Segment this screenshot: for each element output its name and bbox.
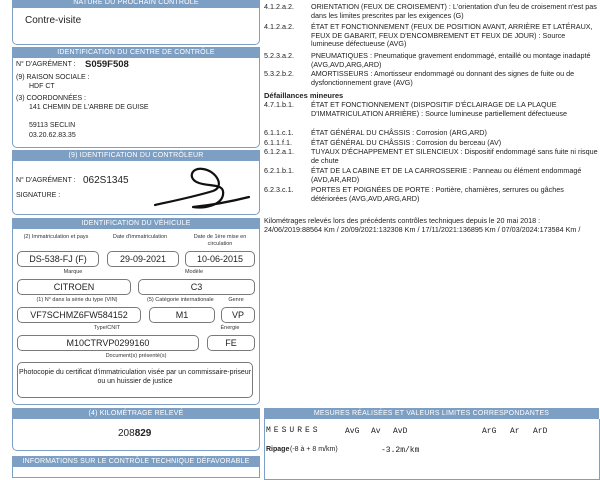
controller-header: (9) IDENTIFICATION DU CONTRÔLEUR <box>12 150 260 161</box>
defect-minor-5 <box>264 186 599 204</box>
defect-text: ORIENTATION (FEUX DE CROISEMENT) : L'orientation d'un feu de croisement n'est pas dans les limites prescrites par les exigences (G) <box>311 2 597 20</box>
first-reg-label: Date d'immatriculation <box>112 234 168 240</box>
unfavorable-header: INFORMATIONS SUR LE CONTRÔLE TECHNIQUE DÉFAVORABLE <box>12 456 260 467</box>
defect-code: 4.1.2.a.2. <box>264 2 294 11</box>
centre-box <box>12 58 260 148</box>
defect-code: 6.2.1.b.1. <box>264 166 294 175</box>
defect-top-0 <box>264 3 599 21</box>
controller-agreement-value: 062S1345 <box>83 175 129 186</box>
controller-signature <box>153 161 253 213</box>
centre-agreement-value: S059F508 <box>85 59 129 70</box>
centre-address-line1: 141 CHEMIN DE L'ARBRE DE GUISE <box>29 104 149 111</box>
defect-top-2 <box>264 52 599 70</box>
genre-field: VP <box>221 307 255 323</box>
controller-agreement-label: N° D'AGRÉMENT : <box>16 177 76 184</box>
controller-box <box>12 161 260 215</box>
defect-text: ÉTAT ET FONCTIONNEMENT (FEUX DE POSITION AVANT, ARRIÈRE ET LATÉRAUX, FEUX DE GABARIT, FEUX D'ENCOMBREMENT ET FEUX DE JOUR) : Source lumineuse défectueuse (AVG) <box>311 22 593 49</box>
defect-code: 5.2.3.a.2. <box>264 51 294 60</box>
measures-header: MESURES RÉALISÉES ET VALEURS LIMITES CORRESPONDANTES <box>264 408 599 419</box>
brand-label: Marque <box>63 269 83 275</box>
type-field: M10CTRVP0299160 <box>17 335 199 351</box>
centre-name-label: (9) RAISON SOCIALE : <box>16 74 90 81</box>
defect-top-1 <box>264 23 599 50</box>
category-field: M1 <box>149 307 215 323</box>
first-reg-field: 29-09-2021 <box>107 251 179 267</box>
ripage-value: -3.2m/km <box>381 446 420 455</box>
next-visit-header: NATURE DU PROCHAIN CONTRÔLE <box>12 0 260 8</box>
defect-text: ÉTAT DE LA CABINE ET DE LA CARROSSERIE : Panneau ou élément endommagé (AVD,AR,ARD) <box>311 166 582 184</box>
mileage-value-bold: 829 <box>134 428 152 439</box>
centre-address-label: (3) COORDONNÉES : <box>16 95 87 102</box>
defect-minor-3 <box>264 148 599 166</box>
measures-col-av: Av <box>371 427 381 436</box>
defect-text: AMORTISSEURS : Amortisseur endommagé ou donnant des signes de fuite ou de dysfonctionnement grave (AVG) <box>311 69 575 87</box>
centre-phone: 03.20.62.83.35 <box>29 132 76 139</box>
measures-col-avd: AvD <box>393 427 408 436</box>
documents-field: Photocopie du certificat d'immatriculation visée par un commissaire-priseur ou un huissier de justice <box>17 362 253 398</box>
defect-text: ÉTAT ET FONCTIONNEMENT (DISPOSITIF D'ÉCLAIRAGE DE LA PLAQUE D'IMMATRICULATION ARRIÈRE) : Source lumineuse partiellement défectueuse <box>311 100 567 118</box>
energy-field: FE <box>207 335 255 351</box>
vin-label: (1) N° dans la série du type (VIN) <box>36 297 118 303</box>
measures-col-avg: AvG <box>345 427 360 436</box>
defect-code: 4.7.1.b.1. <box>264 100 294 109</box>
measures-box <box>264 419 600 480</box>
defect-code: 6.1.1.c.1. <box>264 128 294 137</box>
reg-label: (2) Immatriculation et pays <box>23 234 89 240</box>
measures-col-ard: ArD <box>533 427 548 436</box>
ripage-label: Ripage <box>266 446 290 453</box>
mileage-header: (4) KILOMÉTRAGE RELEVÉ <box>12 408 260 419</box>
vehicle-header: IDENTIFICATION DU VÉHICULE <box>12 218 260 229</box>
centre-header: IDENTIFICATION DU CENTRE DE CONTRÔLE <box>12 47 260 58</box>
energy-label: Énergie <box>220 325 240 331</box>
defect-minor-1 <box>264 129 599 138</box>
model-label: Modèle <box>184 269 204 275</box>
defect-text: PORTES ET POIGNÉES DE PORTE : Portière, charnières, serrures ou gâches détériorées (AVG,AVD,ARG,ARD) <box>311 185 564 203</box>
measures-col-ar: Ar <box>510 427 520 436</box>
centre-agreement-label: N° D'AGRÉMENT : <box>16 61 76 68</box>
mileage-value <box>118 428 151 439</box>
defect-minor-4 <box>264 167 599 185</box>
defect-top-3 <box>264 70 599 88</box>
controller-signature-label: SIGNATURE : <box>16 192 61 199</box>
vehicle-box <box>12 229 260 405</box>
ripage-limits: (-8 à + 8 m/km) <box>290 446 338 453</box>
measures-title: MESURES <box>266 426 321 435</box>
defect-code: 5.3.2.b.2. <box>264 69 294 78</box>
centre-name-value: HDF CT <box>29 83 55 90</box>
defect-code: 6.1.1.f.1. <box>264 138 292 147</box>
type-label: Type/CNIT <box>93 325 121 331</box>
measures-col-arg: ArG <box>482 427 497 436</box>
first-circ-label: Date de 1ère mise en circulation <box>193 234 247 247</box>
next-visit-box <box>12 8 260 45</box>
unfavorable-box <box>12 467 260 478</box>
vin-field: VF7SCHMZ6FW584152 <box>17 307 141 323</box>
reg-field: DS-538-FJ (F) <box>17 251 99 267</box>
category-label: (5) Catégorie internationale <box>147 297 214 303</box>
defect-text: TUYAUX D'ÉCHAPPEMENT ET SILENCIEUX : Dispositif endommagé sans fuite ni risque de chute <box>311 147 598 165</box>
defect-minor-0 <box>264 101 599 128</box>
first-circ-field: 10-06-2015 <box>185 251 255 267</box>
mileage-history: Kilométrages relevés lors des précédents contrôles techniques depuis le 20 mai 2018 : 24/06/2019:88564 Km / 20/09/2021:132308 Km / 17/11/2021:136895 Km / 07/03/2024:173584 Km / <box>264 216 581 234</box>
brand-field: CITROEN <box>17 279 131 295</box>
defect-text: ÉTAT GÉNÉRAL DU CHÂSSIS : Corrosion (ARG,ARD) <box>311 128 487 137</box>
defect-code: 6.1.2.a.1. <box>264 147 294 156</box>
mileage-box <box>12 419 260 451</box>
documents-label: Document(s) présenté(s) <box>105 353 167 359</box>
minor-defects-heading: Défaillances mineures <box>264 91 344 100</box>
model-field: C3 <box>138 279 255 295</box>
defect-text: PNEUMATIQUES : Pneumatique gravement endommagé, entaillé ou montage inadapté (AVG,AVD,ARG,ARD) <box>311 51 591 69</box>
defect-text: ÉTAT GÉNÉRAL DU CHÂSSIS : Corrosion du berceau (AV) <box>311 138 502 147</box>
next-visit-value: Contre-visite <box>25 15 82 26</box>
mileage-value-main: 208 <box>118 428 135 439</box>
centre-address-line2: 59113 SECLIN <box>29 122 76 129</box>
defect-code: 6.2.3.c.1. <box>264 185 294 194</box>
genre-label: Genre <box>228 297 244 303</box>
defect-code: 4.1.2.a.2. <box>264 22 294 31</box>
